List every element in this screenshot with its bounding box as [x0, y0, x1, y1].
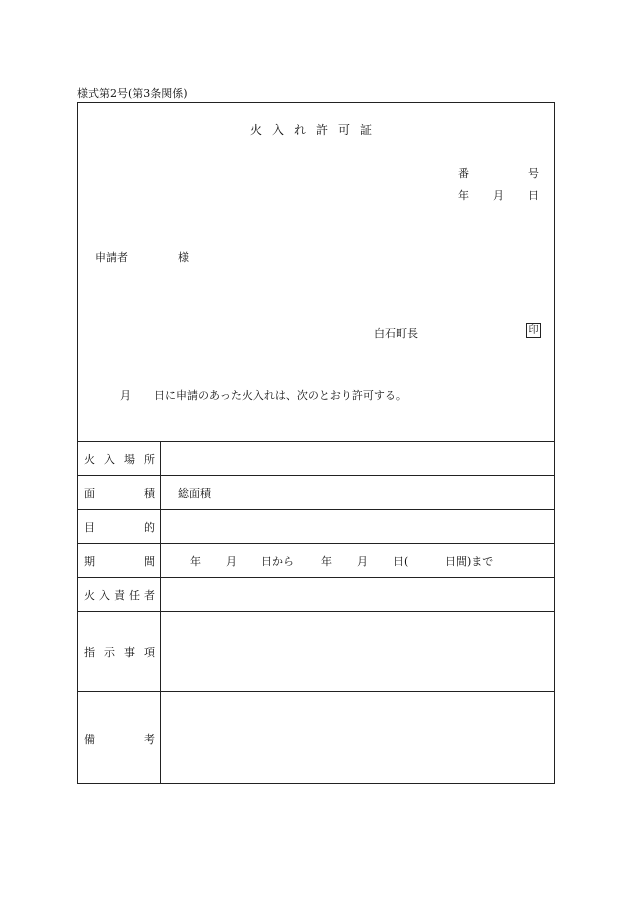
date-day-label: 日 — [528, 189, 539, 202]
purpose-label: 目 的 — [84, 521, 155, 534]
period-days: 日間)まで — [445, 555, 494, 568]
date-month-label: 月 — [493, 189, 504, 202]
row-divider — [78, 543, 554, 544]
statement-month: 月 — [120, 389, 131, 402]
form-number-label: 様式第2号(第3条関係) — [77, 87, 188, 100]
area-label: 面 積 — [84, 487, 155, 500]
applicant-honorific: 様 — [178, 251, 189, 264]
row-divider — [78, 691, 554, 692]
period-start-month: 月 — [226, 555, 237, 568]
location-label: 火 入 場 所 — [84, 453, 155, 466]
period-start-day: 日から — [261, 555, 294, 568]
row-divider — [78, 611, 554, 612]
period-label: 期 間 — [84, 555, 155, 568]
label-column-divider — [160, 441, 161, 783]
issuer-title: 白石町長 — [374, 327, 418, 340]
row-divider — [78, 475, 554, 476]
number-label-start: 番 — [458, 167, 469, 180]
area-value: 総面積 — [178, 487, 211, 500]
period-start-year: 年 — [190, 555, 201, 568]
number-label-end: 号 — [528, 167, 539, 180]
header-divider — [78, 441, 554, 442]
date-year-label: 年 — [458, 189, 469, 202]
remarks-label: 備 考 — [84, 733, 155, 746]
row-divider — [78, 577, 554, 578]
seal-mark: 印 — [526, 323, 541, 338]
statement-text: 日に申請のあった火入れは、次のとおり許可する。 — [154, 389, 407, 402]
period-end-day: 日( — [393, 555, 409, 568]
row-divider — [78, 509, 554, 510]
instructions-label: 指 示 事 項 — [84, 646, 155, 659]
permit-form — [77, 102, 555, 784]
period-end-month: 月 — [357, 555, 368, 568]
responsible-person-label: 火 入 責 任 者 — [84, 589, 155, 602]
document-title: 火入れ許可証 — [249, 123, 382, 137]
period-end-year: 年 — [321, 555, 332, 568]
applicant-label: 申請者 — [95, 251, 128, 264]
